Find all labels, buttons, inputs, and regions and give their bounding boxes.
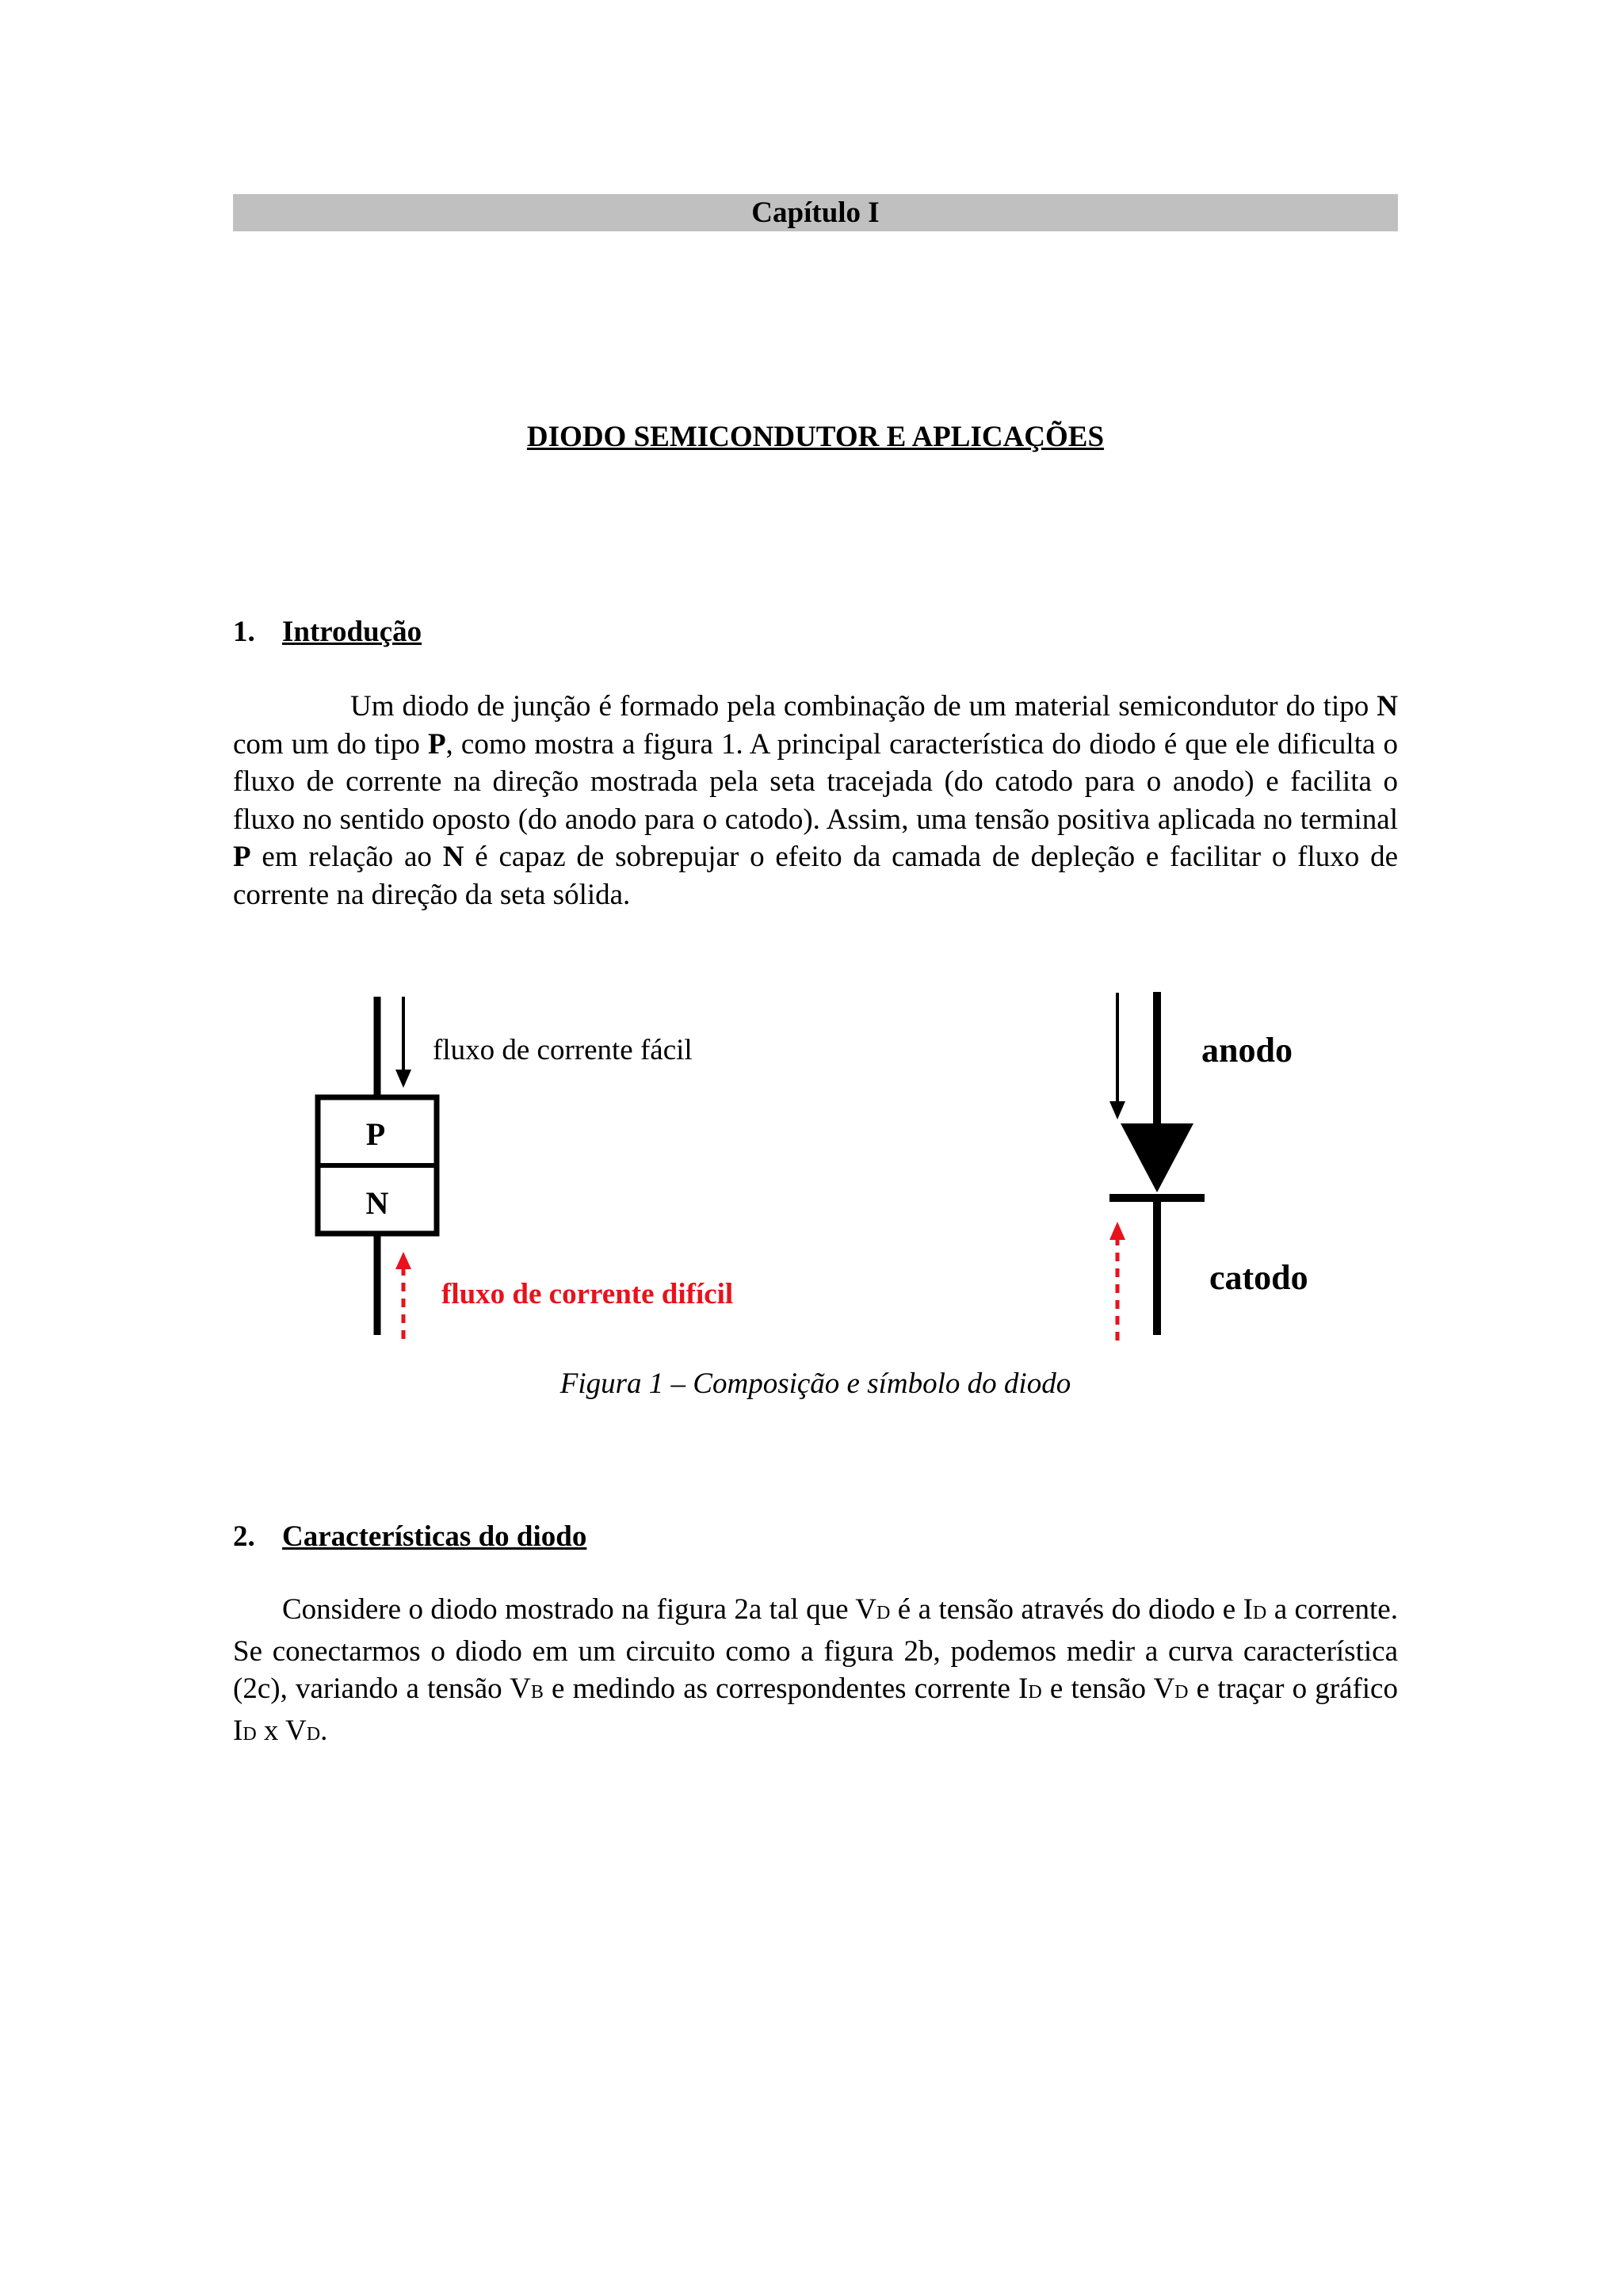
char-text: e tensão V bbox=[1041, 1672, 1175, 1705]
hard-flow-arrow-head bbox=[395, 1252, 411, 1269]
characteristics-paragraph bbox=[233, 1591, 1398, 1753]
diode-easy-flow-arrow-head bbox=[1109, 1101, 1125, 1119]
cathode-label: catodo bbox=[1209, 1258, 1308, 1297]
intro-p-type: P bbox=[427, 727, 446, 761]
subscript-d: D bbox=[1174, 1682, 1189, 1703]
intro-n-type: N bbox=[1377, 690, 1398, 723]
easy-flow-label: fluxo de corrente fácil bbox=[433, 1034, 693, 1066]
char-text: e medindo as correspondentes corrente I bbox=[543, 1672, 1029, 1705]
char-text: a corrente. Se conectarmos o diodo em um circuito como a figura 2b, podemos medir a curva característica (2c), variando a tensão V bbox=[233, 1593, 1398, 1705]
intro-text: Um diodo de junção é formado pela combinação de um material semicondutor do tipo bbox=[350, 690, 1377, 723]
subscript-d: D bbox=[306, 1723, 321, 1745]
section-2-title: Características do diodo bbox=[282, 1520, 587, 1553]
chapter-label: Capítulo I bbox=[751, 196, 880, 229]
intro-text: é capaz de sobrepujar o efeito da camada de depleção e facilitar o fluxo de corrente na direção da seta sólida. bbox=[233, 841, 1399, 911]
subscript-d: D bbox=[242, 1723, 257, 1745]
section-2-number: 2. bbox=[233, 1520, 255, 1553]
char-text: e traçar o gráfico I bbox=[233, 1672, 1398, 1747]
section-2-heading bbox=[233, 1520, 586, 1554]
easy-flow-arrow-head bbox=[395, 1070, 411, 1088]
subscript-b: B bbox=[530, 1682, 544, 1703]
char-text: é a tensão através do diodo e I bbox=[890, 1593, 1253, 1626]
subscript-d: D bbox=[1028, 1682, 1042, 1703]
diode-triangle bbox=[1121, 1123, 1193, 1192]
intro-text: , como mostra a figura 1. A principal característica do diodo é que ele dificulta o fluxo de corrente na direção mostrada pela seta tracejada (do catodo para o anodo) e facilita o fluxo no sentido oposto (do anodo para o catodo). Assim, uma tensão positiva aplicada no terminal bbox=[233, 727, 1398, 836]
subscript-d: D bbox=[1252, 1603, 1267, 1623]
subscript-d: D bbox=[876, 1603, 891, 1623]
intro-p-terminal: P bbox=[233, 841, 251, 873]
page-title: DIODO SEMICONDUTOR E APLICAÇÕES bbox=[526, 421, 1105, 453]
section-1-title: Introdução bbox=[282, 616, 422, 648]
hard-flow-label: fluxo de corrente difícil bbox=[441, 1278, 734, 1310]
intro-text: com um do tipo bbox=[233, 727, 428, 761]
intro-text: em relação ao bbox=[250, 841, 443, 873]
anode-label: anodo bbox=[1201, 1031, 1293, 1070]
n-region-label: N bbox=[365, 1185, 389, 1221]
char-text: Considere o diodo mostrado na figura 2a tal que V bbox=[282, 1593, 876, 1626]
p-region-label: P bbox=[365, 1116, 386, 1152]
section-1-number: 1. bbox=[233, 616, 255, 648]
char-text: . bbox=[320, 1714, 328, 1747]
diode-hard-flow-arrow-head bbox=[1109, 1222, 1125, 1240]
char-text: x V bbox=[256, 1714, 307, 1747]
intro-n-terminal: N bbox=[442, 841, 464, 873]
figure-1-caption: Figura 1 – Composição e símbolo do diodo bbox=[559, 1367, 1071, 1400]
